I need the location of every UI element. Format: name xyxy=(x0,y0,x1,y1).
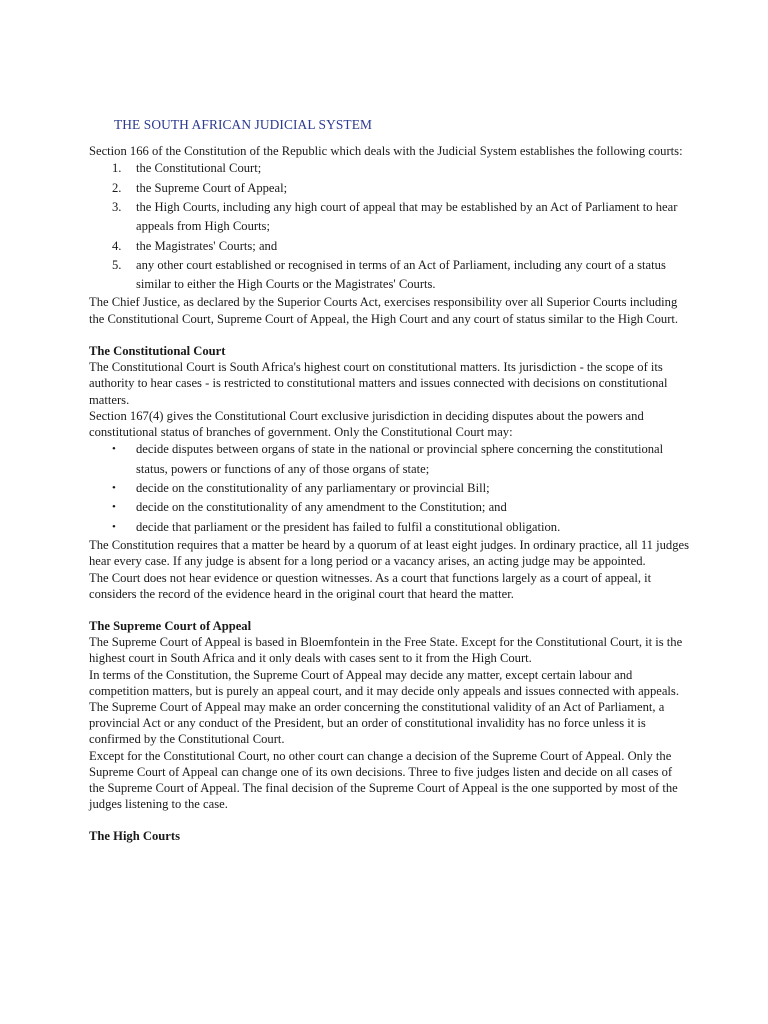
bullet-icon: • xyxy=(112,481,116,494)
list-number: 5. xyxy=(112,257,122,272)
list-item xyxy=(89,518,689,537)
list-item-text: decide disputes between organs of state in the national or provincial sphere concerning the constitutional status, powers or functions of any of those organs of state; xyxy=(136,442,664,476)
courts-list xyxy=(89,159,689,294)
list-item-text: the Constitutional Court; xyxy=(136,161,262,176)
list-number: 3. xyxy=(112,200,122,214)
paragraph: Except for the Constitutional Court, no other court can change a decision of the Supreme Court of Appeal. Only the Supreme Court of Appeal can change one of its own decisions. Three to five judges listen and decide on all cases of the Supreme Court of Appeal. The final decision of the Supreme Court of Appeal is the one supported by most of the judges listening to the case. xyxy=(89,748,678,812)
bullet-icon: • xyxy=(112,443,116,456)
list-item xyxy=(89,198,689,237)
section-heading-supreme-court-of-appeal: The Supreme Court of Appeal xyxy=(89,618,252,633)
list-item-text: decide on the constitutionality of any amendment to the Constitution; and xyxy=(136,500,507,515)
list-item xyxy=(89,479,689,498)
document-page xyxy=(89,117,689,845)
intro-paragraph: Section 166 of the Constitution of the Republic which deals with the Judicial System establishes the following courts: xyxy=(89,144,683,159)
paragraph: In terms of the Constitution, the Supreme Court of Appeal may decide any matter, except certain labour and competition matters, but is purely an appeal court, and it may decide only appeals and issues connected with appeals. xyxy=(89,667,679,698)
list-item xyxy=(89,498,689,517)
list-item xyxy=(89,179,689,198)
list-item xyxy=(89,440,689,479)
list-item-text: decide on the constitutionality of any parliamentary or provincial Bill; xyxy=(136,480,490,495)
powers-list xyxy=(89,440,689,537)
list-item-text: any other court established or recognised in terms of an Act of Parliament, including any court of a status similar to either the High Courts or the Magistrates' Courts. xyxy=(136,257,666,292)
section-heading-constitutional-court: The Constitutional Court xyxy=(89,343,226,358)
paragraph: The Court does not hear evidence or question witnesses. As a court that functions largely as a court of appeal, it considers the record of the evidence heard in the original court that heard the matter. xyxy=(89,570,652,601)
paragraph: The Supreme Court of Appeal may make an order concerning the constitutional validity of an Act of Parliament, a provincial Act or any conduct of the President, but an order of constitutional invalidity has no force unless it is confirmed by the Constitutional Court. xyxy=(89,699,665,747)
list-number: 4. xyxy=(112,238,122,253)
list-item-text: the Supreme Court of Appeal; xyxy=(136,180,288,195)
paragraph: The Constitutional Court is South Africa's highest court on constitutional matters. Its jurisdiction - the scope of its authority to hear cases - is restricted to constitutional matters and issues connected with decisions on constitutional matters. xyxy=(89,360,668,407)
list-item xyxy=(89,159,689,178)
document-title: THE SOUTH AFRICAN JUDICIAL SYSTEM xyxy=(114,117,372,132)
paragraph: The Constitution requires that a matter be heard by a quorum of at least eight judges. In ordinary practice, all 11 judges hear every case. If any judge is absent for a long period or a vacancy arises, an acting judge may be appointed. xyxy=(89,538,690,569)
list-item-text: the High Courts, including any high court of appeal that may be established by an Act of Parliament to hear appeals from High Courts; xyxy=(136,200,678,234)
list-item xyxy=(89,237,689,256)
list-number: 1. xyxy=(112,161,122,176)
list-item xyxy=(89,256,689,295)
list-item-text: decide that parliament or the president has failed to fulfil a constitutional obligation. xyxy=(136,519,561,534)
bullet-icon: • xyxy=(112,520,116,533)
paragraph: The Supreme Court of Appeal is based in Bloemfontein in the Free State. Except for the Constitutional Court, it is the highest court in South Africa and it only deals with cases sent to it from the High Court. xyxy=(89,635,683,666)
bullet-icon: • xyxy=(112,501,116,514)
chief-justice-paragraph: The Chief Justice, as declared by the Superior Courts Act, exercises responsibility over all Superior Courts including the Constitutional Court, Supreme Court of Appeal, the High Court and any court of status similar to the High Court. xyxy=(89,295,679,326)
list-item-text: the Magistrates' Courts; and xyxy=(136,238,278,253)
section-heading-high-courts: The High Courts xyxy=(89,829,180,844)
list-number: 2. xyxy=(112,180,122,195)
paragraph: Section 167(4) gives the Constitutional Court exclusive jurisdiction in deciding disputes about the powers and constitutional status of branches of government. Only the Constitutional Court may: xyxy=(89,408,644,439)
